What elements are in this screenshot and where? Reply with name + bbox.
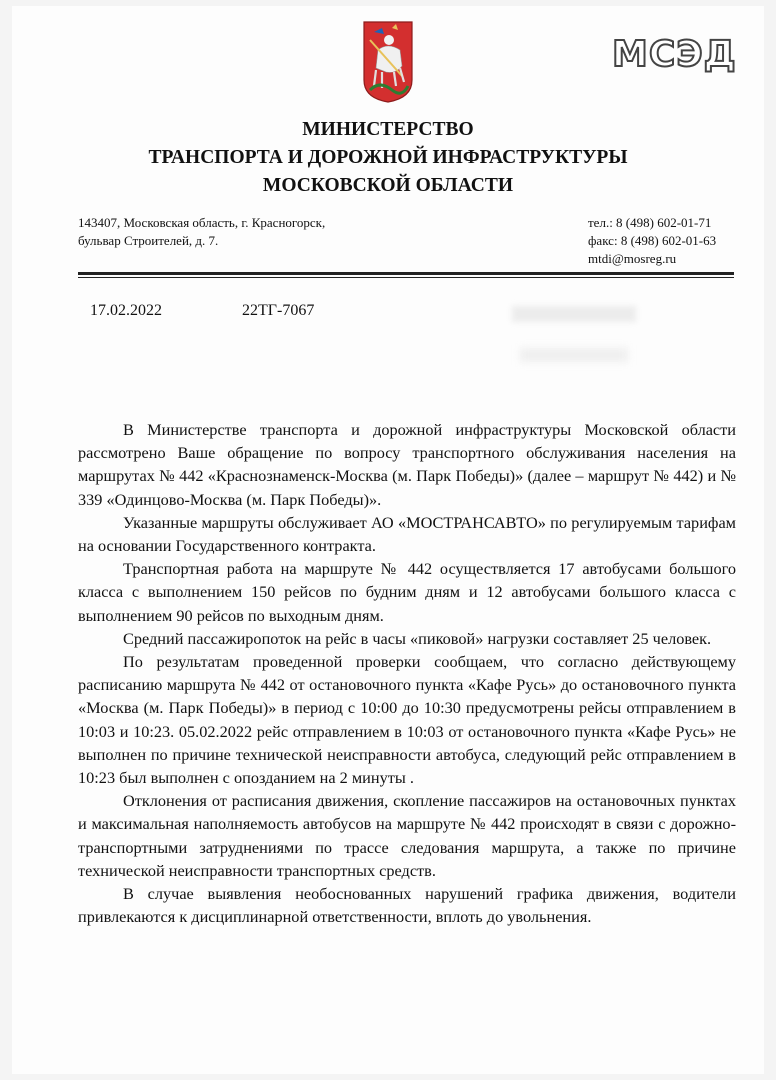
coat-of-arms-emblem	[362, 20, 414, 104]
phone-number: тел.: 8 (498) 602-01-71	[588, 215, 712, 230]
address-line: 143407, Московская область, г. Красногорск,	[78, 215, 326, 230]
redacted-recipient	[512, 306, 636, 322]
fax-number: факс: 8 (498) 602-01-63	[588, 233, 717, 248]
ministry-contacts	[588, 214, 716, 268]
body-paragraph: По результатам проведенной проверки сообщаем, что согласно действующему расписанию маршрута № 442 от остановочного пункта «Кафе Русь» до остановочного пункта «Москва (м. Парк Победы)» в период с 10:00 до 10:30 предусмотрены рейсы отправлением в 10:03 и 10:23. 05.02.2022 рейс отправлением в 10:03 от остановочного пункта «Кафе Русь» не выполнен по причине технической неисправности автобуса, следующий рейс отправлением в 10:23 был выполнен с опозданием на 2 минуты .	[78, 652, 736, 788]
letter-date: 17.02.2022	[90, 302, 162, 319]
body-paragraph: В случае выявления необоснованных нарушений графика движения, водители привлекаются к дисциплинарной ответственности, вплоть до увольнения.	[78, 884, 736, 927]
body-paragraph: Отклонения от расписания движения, скопление пассажиров на остановочных пунктах и максимальная наполняемость автобусов на маршруте № 442 происходят в связи с дорожно-транспортными затруднениями по трассе следования маршрута, а также по причине технической неисправности транспортных средств.	[78, 791, 736, 880]
ministry-title-line: МИНИСТЕРСТВО	[302, 119, 474, 140]
redacted-recipient-address	[520, 348, 628, 362]
registration-number: 22ТГ-7067	[242, 302, 315, 319]
body-paragraph: Транспортная работа на маршруте № 442 осуществляется 17 автобусами большого класса с выполнением 150 рейсов по будним дням и 12 автобусами большого класса с выполнением 90 рейсов по выходным дням.	[78, 559, 736, 625]
header-divider-thick	[78, 272, 734, 275]
ministry-title	[0, 116, 776, 200]
address-line: бульвар Строителей, д. 7.	[78, 233, 219, 248]
msed-stamp: МСЭД	[612, 34, 737, 75]
ministry-title-line: ТРАНСПОРТА И ДОРОЖНОЙ ИНФРАСТРУКТУРЫ	[148, 147, 628, 168]
body-paragraph: В Министерстве транспорта и дорожной инфраструктуры Московской области рассмотрено Ваше обращение по вопросу транспортного обслуживания населения на маршрутах № 442 «Краснознаменск-Москва (м. Парк Победы)» (далее – маршрут № 442) и № 339 «Одинцово-Москва (м. Парк Победы)».	[78, 420, 736, 509]
body-paragraph: Указанные маршруты обслуживает АО «МОСТРАНСАВТО» по регулируемым тарифам на основании Государственного контракта.	[78, 512, 736, 556]
body-paragraph: Средний пассажиропоток на рейс в часы «пиковой» нагрузки составляет 25 человек.	[123, 628, 712, 648]
header-divider-thin	[78, 277, 734, 278]
letter-body	[78, 418, 736, 928]
ministry-title-line: МОСКОВСКОЙ ОБЛАСТИ	[262, 175, 514, 196]
email-address: mtdi@mosreg.ru	[588, 251, 677, 266]
ministry-address	[78, 214, 325, 250]
